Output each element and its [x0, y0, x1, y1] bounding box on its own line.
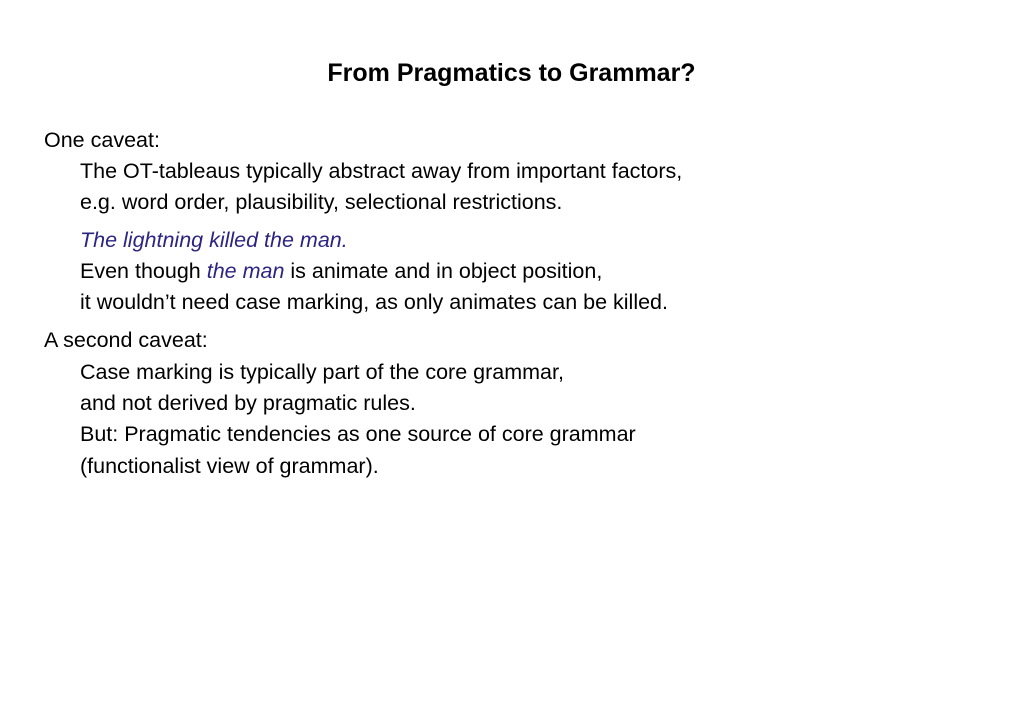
caveat-one-line-4: it wouldn’t need case marking, as only animates can be killed.	[80, 290, 668, 314]
caveat-one-line-3-post: is animate and in object position,	[284, 259, 603, 283]
caveat-one-heading: One caveat:	[44, 128, 160, 152]
caveat-two-line-3: But: Pragmatic tendencies as one source of core grammar	[80, 422, 636, 446]
caveat-one-line-3-pre: Even though	[80, 259, 207, 283]
caveat-one-line-2: e.g. word order, plausibility, selectional restrictions.	[80, 190, 563, 214]
caveat-two-line-1: Case marking is typically part of the core grammar,	[80, 360, 564, 384]
caveat-one-line-1: The OT-tableaus typically abstract away from important factors,	[80, 159, 683, 183]
caveat-two-heading: A second caveat:	[44, 328, 208, 352]
caveat-one-line-3-emphasis: the man	[206, 259, 285, 283]
example-sentence: The lightning killed the man.	[80, 228, 348, 252]
caveat-one-line-3	[80, 257, 602, 285]
caveat-two-line-4: (functionalist view of grammar).	[80, 454, 379, 478]
slide-title: From Pragmatics to Grammar?	[327, 59, 696, 87]
caveat-two-line-2: and not derived by pragmatic rules.	[80, 391, 416, 415]
